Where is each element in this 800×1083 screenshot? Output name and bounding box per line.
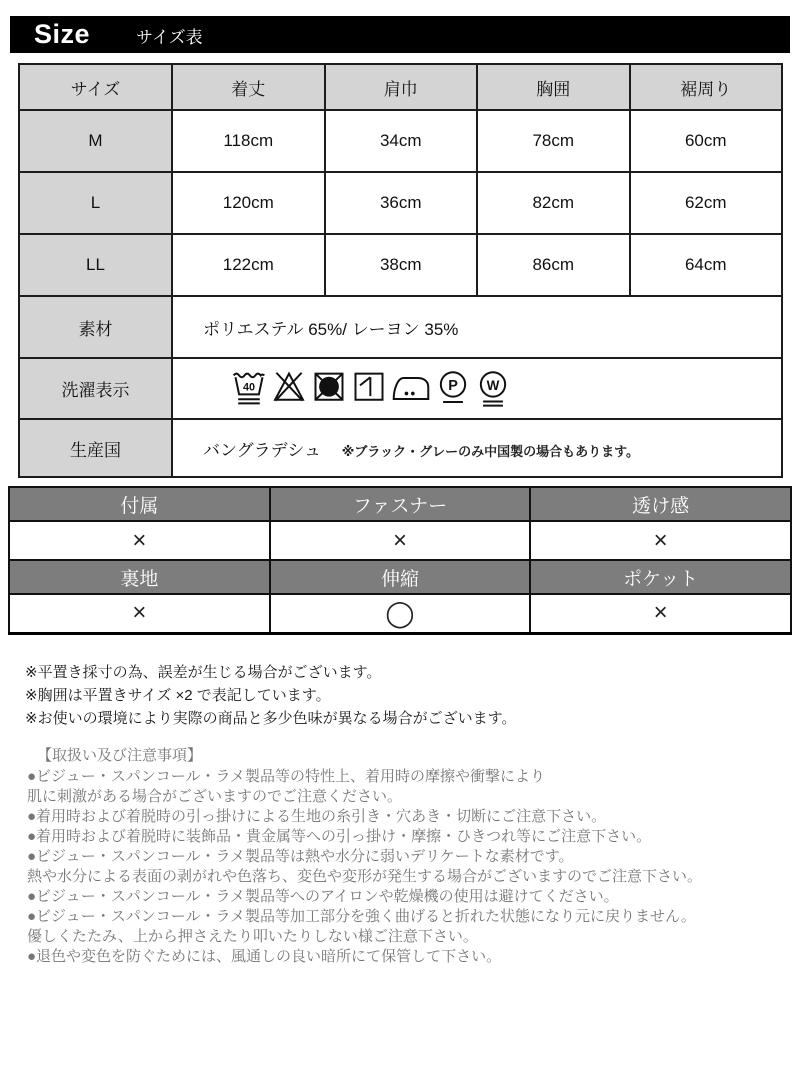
spec-value-pocket: × bbox=[530, 594, 791, 633]
size-table-header-row bbox=[19, 64, 782, 110]
cell-hem: 64cm bbox=[630, 234, 783, 296]
col-header-shoulder: 肩巾 bbox=[325, 64, 478, 110]
precaution-line: ●着用時および着脱時の引っ掛けによる生地の糸引き・穴あき・切断にご注意下さい。 bbox=[27, 807, 607, 825]
no-bleach-icon bbox=[271, 365, 307, 412]
precaution-line: ●ビジュー・スパンコール・ラメ製品等は熱や水分に弱いデリケートな素材です。 bbox=[27, 847, 574, 865]
cell-shoulder: 38cm bbox=[325, 234, 478, 296]
spec-value-stretch: ◯ bbox=[270, 594, 531, 633]
origin-note: ※ブラック・グレーのみ中国製の場合もあります。 bbox=[341, 443, 640, 459]
table-row-ll bbox=[19, 234, 782, 296]
measurement-notes bbox=[25, 661, 800, 730]
precaution-line: ●ビジュー・スパンコール・ラメ製品等加工部分を強く曲げると折れた状態になり元に戻りません。 bbox=[27, 907, 696, 925]
cell-length: 118cm bbox=[172, 110, 325, 172]
spec-header-row bbox=[9, 487, 791, 521]
col-header-hem: 裾周り bbox=[630, 64, 783, 110]
table-row-m bbox=[19, 110, 782, 172]
precaution-line: ●ビジュー・スパンコール・ラメ製品等の特性上、着用時の摩擦や衝撃により bbox=[27, 767, 546, 785]
svg-text:P: P bbox=[448, 377, 458, 394]
wash-40-gentle-icon bbox=[231, 365, 267, 412]
section-title-ja: サイズ表 bbox=[136, 28, 203, 47]
spec-value-row bbox=[9, 594, 791, 633]
dry-clean-p-icon bbox=[435, 365, 471, 412]
svg-text:40: 40 bbox=[243, 381, 255, 394]
shade-hang-dry-icon bbox=[351, 365, 387, 412]
cell-chest: 78cm bbox=[477, 110, 630, 172]
spec-header-fastener: ファスナー bbox=[270, 487, 531, 521]
note-line: ※平置き採寸の為、誤差が生じる場合がございます。 bbox=[25, 663, 382, 681]
iron-medium-icon bbox=[391, 365, 431, 412]
precaution-line: ●退色や変色を防ぐためには、風通しの良い暗所にて保管して下さい。 bbox=[27, 947, 502, 965]
spec-value-fastener: × bbox=[270, 521, 531, 560]
care-label: 洗濯表示 bbox=[19, 358, 172, 419]
spec-header-lining: 裏地 bbox=[9, 560, 270, 594]
col-header-length: 着丈 bbox=[172, 64, 325, 110]
size-label: M bbox=[19, 110, 172, 172]
handling-precautions bbox=[27, 746, 800, 967]
size-label: LL bbox=[19, 234, 172, 296]
precaution-line: ●着用時および着脱時に装飾品・貴金属等への引っ掛け・摩擦・ひきつれ等にご注意下さい。 bbox=[27, 827, 652, 845]
size-label: L bbox=[19, 172, 172, 234]
care-symbols bbox=[203, 365, 781, 412]
col-header-size: サイズ bbox=[19, 64, 172, 110]
spec-header-sheerness: 透け感 bbox=[530, 487, 791, 521]
precautions-title: 【取扱い及び注意事項】 bbox=[37, 746, 203, 764]
precaution-line: 優しくたたみ、上から押さえたり叩いたりしない様ご注意下さい。 bbox=[27, 927, 478, 945]
origin-label: 生産国 bbox=[19, 419, 172, 477]
precaution-line: 肌に刺激がある場合がございますのでご注意ください。 bbox=[27, 787, 403, 805]
material-value: ポリエステル 65%/ レーヨン 35% bbox=[172, 296, 782, 358]
wet-clean-w-icon bbox=[475, 365, 511, 412]
cell-chest: 86cm bbox=[477, 234, 630, 296]
spec-header-stretch: 伸縮 bbox=[270, 560, 531, 594]
spec-value-accessories: × bbox=[9, 521, 270, 560]
svg-text:W: W bbox=[486, 377, 500, 393]
table-row-material bbox=[19, 296, 782, 358]
table-row-care bbox=[19, 358, 782, 419]
cell-shoulder: 36cm bbox=[325, 172, 478, 234]
table-row-origin bbox=[19, 419, 782, 477]
spec-value-lining: × bbox=[9, 594, 270, 633]
spec-value-row bbox=[9, 521, 791, 560]
spec-value-sheerness: × bbox=[530, 521, 791, 560]
note-line: ※お使いの環境により実際の商品と多少色味が異なる場合がございます。 bbox=[25, 709, 517, 727]
spec-header-row bbox=[9, 560, 791, 594]
no-tumble-dry-icon bbox=[311, 365, 347, 412]
table-row-l bbox=[19, 172, 782, 234]
cell-shoulder: 34cm bbox=[325, 110, 478, 172]
size-section-header bbox=[10, 16, 790, 53]
spec-header-accessories: 付属 bbox=[9, 487, 270, 521]
precaution-line: 熱や水分による表面の剥がれや色落ち、変色や変形が発生する場合がございますのでご注意下さい。 bbox=[27, 867, 703, 885]
size-table bbox=[18, 63, 783, 478]
origin-value: バングラデシュ bbox=[203, 440, 321, 460]
cell-length: 122cm bbox=[172, 234, 325, 296]
cell-length: 120cm bbox=[172, 172, 325, 234]
col-header-chest: 胸囲 bbox=[477, 64, 630, 110]
note-line: ※胸囲は平置きサイズ ×2 で表記しています。 bbox=[25, 686, 331, 704]
size-info-page bbox=[0, 16, 800, 967]
spec-table bbox=[8, 486, 792, 635]
cell-hem: 62cm bbox=[630, 172, 783, 234]
section-title-en: Size bbox=[34, 19, 91, 49]
spec-header-pocket: ポケット bbox=[530, 560, 791, 594]
material-label: 素材 bbox=[19, 296, 172, 358]
cell-chest: 82cm bbox=[477, 172, 630, 234]
precaution-line: ●ビジュー・スパンコール・ラメ製品等へのアイロンや乾燥機の使用は避けてください。 bbox=[27, 887, 619, 905]
cell-hem: 60cm bbox=[630, 110, 783, 172]
